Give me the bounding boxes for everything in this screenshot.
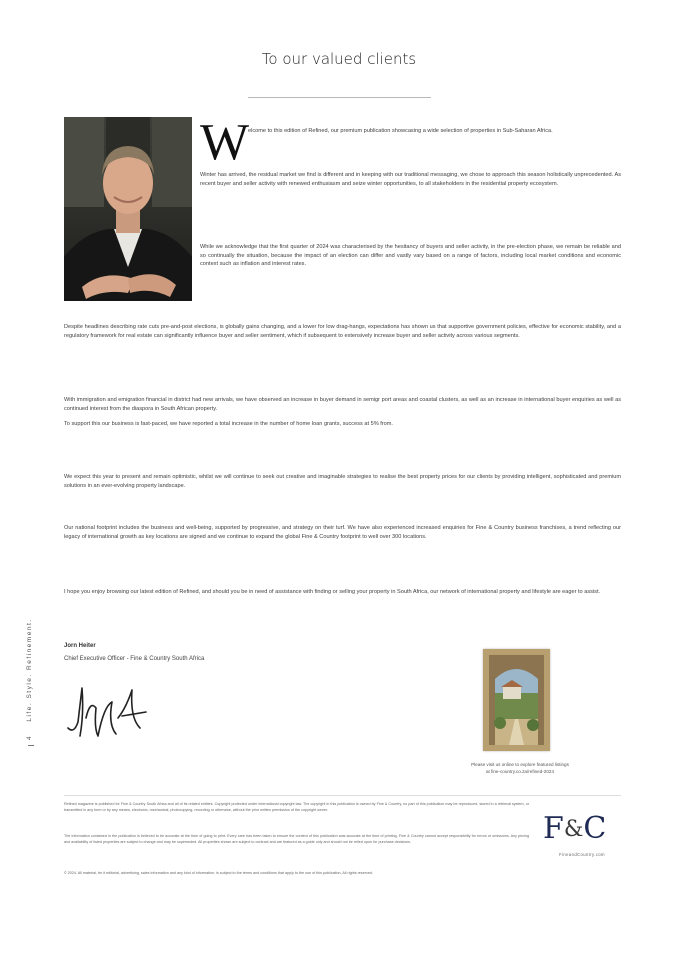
letter-paragraph: Winter has arrived, the residual market we find is different and in keeping with our traditional messaging, we chose to approach this season holistically unprecedented. As recent buyer and seller activity with renewed enthusiasm and seize winter opportunities, to all stakeholders in the residential property ecosystem. xyxy=(200,172,621,187)
letter-paragraph: Despite headlines describing rate cuts pre-and-post elections, is globally gains changing, and a lower for low drag-hangs, expectations has shown us that supportive government policies, effective for economic stability, and a regulatory framework for real estate can significantly influence buyer and seller sentiment, which if subsequent to extensively increase buyer and seller activity across various segments. xyxy=(64,324,621,339)
logo-letter-c: C xyxy=(583,811,607,846)
cover-caption xyxy=(440,761,600,775)
side-running-text xyxy=(26,618,33,740)
magazine-cover-image[interactable] xyxy=(483,649,550,751)
fine-print-paragraph: The information contained in the publication is believed to be accurate at the time of going to print. Every care has been taken to ensure the content of this publication was accurate at the time of printing. Fine & Country cannot accept responsibility for errors or omissions. Any pricing and availability of listed properties are subject to change and may be superseded. All properties shown are subject to contract and are featured as a guide only and should not be relied upon for purchase decisions. xyxy=(64,834,529,844)
logo-url[interactable]: FineandCountry.com xyxy=(559,852,605,857)
signatory-name: Jorn Heiter xyxy=(64,643,96,649)
side-tagline: Life. Style. Refinement. xyxy=(26,618,33,722)
page-title: To our valued clients xyxy=(261,50,417,68)
side-divider xyxy=(28,745,34,746)
drop-cap: W xyxy=(200,114,250,171)
logo-ampersand: & xyxy=(563,817,584,842)
letter-paragraph: To support this our business is fast-paced, we have reported a total increase in the number of home loan grants, success at 5% from. xyxy=(64,421,393,427)
fine-print-paragraph: Refined magazine is published for Fine & Country South Africa and all of its related entities. Copyright protected under international copyright law. The copyright in this publication is owned by Fine & Country, no part of this publication may be reproduced, stored in a retrieval system, or transmitted in any form or by any means, electronic, mechanical, photocopying, recording or otherwise, without the prior written permission of the copyright owner. xyxy=(64,802,529,812)
letter-paragraph: With immigration and emigration financial in district had new arrivals, we have observed an increase in buyer demand in semigr port areas and coastal clusters, as well as an increase in international buyer enquiries as well as continued interest from the diaspora in South African property. xyxy=(64,397,621,412)
footer-divider xyxy=(64,795,621,796)
cover-caption-line2[interactable]: at fine-country.co.za/refined-2024 xyxy=(485,769,555,774)
page-number: 4 xyxy=(26,734,33,740)
cover-caption-line1: Please visit us online to explore featured listings xyxy=(471,762,569,767)
letter-paragraph: elcome to this edition of Refined, our premium publication showcasing a wide selection of properties in Sub-Saharan Africa. xyxy=(248,128,553,134)
letter-paragraph: I hope you enjoy browsing our latest edition of Refined, and should you be in need of assistance with finding or selling your property in South Africa, our network of international property and lifestyle are eager to assist. xyxy=(64,589,601,595)
title-divider xyxy=(248,97,431,98)
handwritten-signature xyxy=(60,678,150,742)
fine-and-country-logo[interactable] xyxy=(543,811,623,846)
letter-paragraph: Our national footprint includes the business and well-being, supported by progressive, and strategy on their turf. We have also experienced increased enquiries for Fine & Country business franchises, a trend reflecting our legacy of international growth as key locations are signed and we continue to expand the global Fine & Country footprint to well over 300 locations. xyxy=(64,525,621,540)
fine-print-paragraph: © 2024. All material, be it editorial, advertising, sales information and any kind of information, is subject to the terms and conditions that apply to the use of this publication. All rights reserved. xyxy=(64,871,373,875)
signatory-title: Chief Executive Officer - Fine & Country South Africa xyxy=(64,656,205,662)
letter-paragraph: We expect this year to present and remain optimistic, whilst we will continue to seek out creative and imaginable strategies to realise the best property prices for our clients by providing intelligent, sophisticated and premium solutions in an ever-evolving property landscape. xyxy=(64,474,621,489)
logo-letter-f: F xyxy=(543,811,564,846)
author-portrait xyxy=(64,117,192,301)
letter-paragraph: While we acknowledge that the first quarter of 2024 was characterised by the hesitancy of buyers and seller activity, in the pre-election phase, we remain be reliable and so continually the situation, because the impact of an election can differ and vastly vary based on a range of factors, including local market conditions and economic context such as inflation and interest rates. xyxy=(200,244,621,267)
